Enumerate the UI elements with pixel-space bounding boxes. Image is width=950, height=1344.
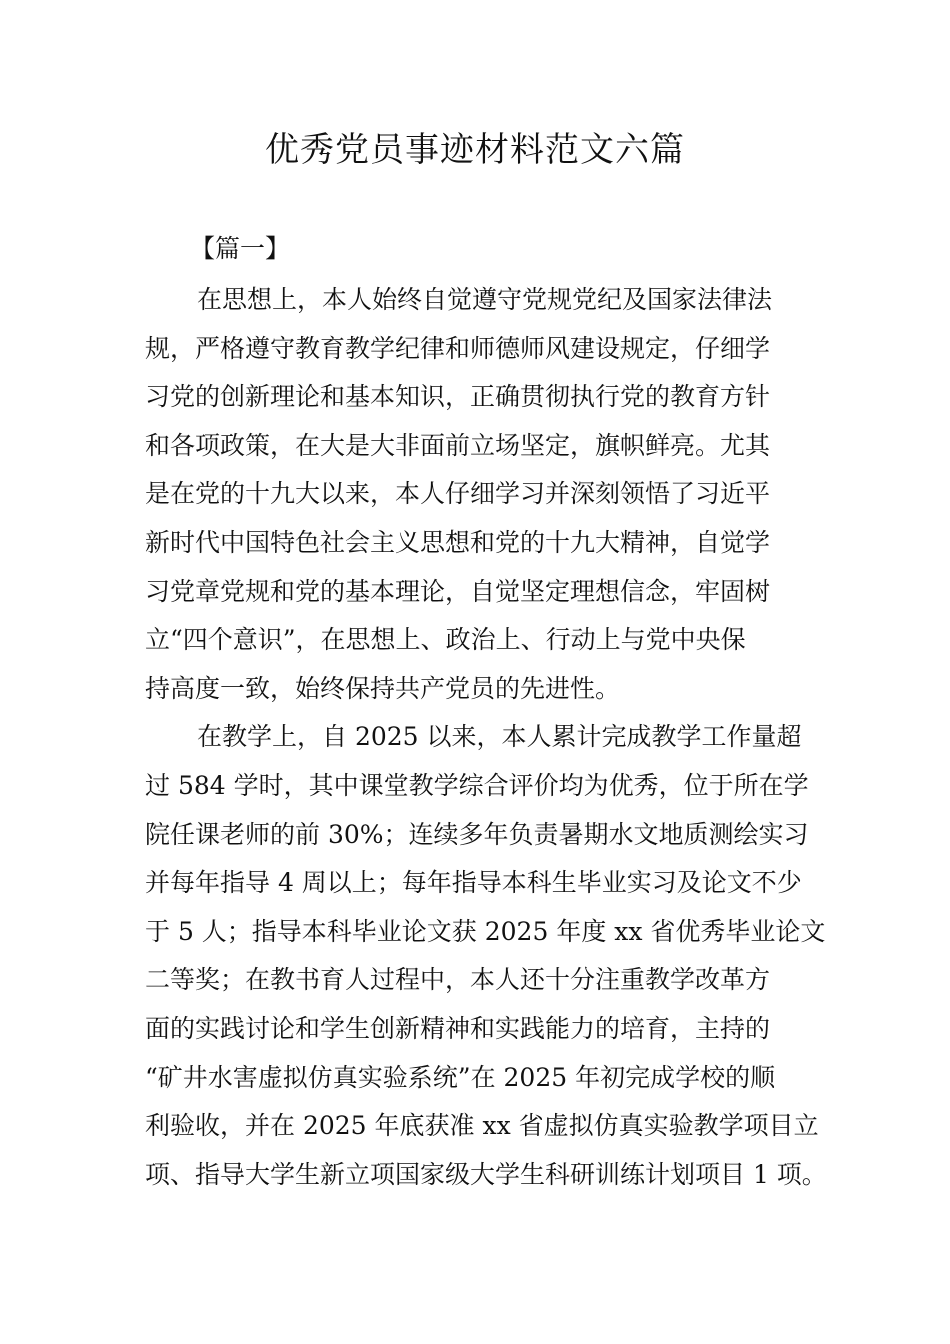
paragraph-1-line-1: 在思想上，本人始终自觉遵守党规党纪及国家法律法 xyxy=(197,285,773,314)
section-label: 【篇一】 xyxy=(190,234,291,263)
paragraph-2-line-8: “矿井水害虚拟仿真实验系统”在 2025 年初完成学校的顺 xyxy=(145,1062,776,1092)
paragraph-1-line-3: 习党的创新理论和基本知识，正确贯彻执行党的教育方针 xyxy=(145,382,771,412)
paragraph-2-line-2: 过 584 学时，其中课堂教学综合评价均为优秀，位于所在学 xyxy=(145,770,809,800)
paragraph-1-line-7: 习党章党规和党的基本理论，自觉坚定理想信念，牢固树 xyxy=(145,576,771,606)
paragraph-2-line-7: 面的实践讨论和学生创新精神和实践能力的培育，主持的 xyxy=(145,1013,771,1043)
paragraph-2-line-1: 在教学上，自 2025 以来，本人累计完成教学工作量超 xyxy=(197,722,802,752)
paragraph-1-line-9: 持高度一致，始终保持共产党员的先进性。 xyxy=(145,673,621,703)
paragraph-2-line-6: 二等奖；在教书育人过程中，本人还十分注重教学改革方 xyxy=(145,965,771,995)
paragraph-1-line-8: 立“四个意识”，在思想上、政治上、行动上与党中央保 xyxy=(145,625,746,655)
paragraph-1-line-4: 和各项政策，在大是大非面前立场坚定，旗帜鲜亮。尤其 xyxy=(145,430,771,460)
paragraph-1-line-6: 新时代中国特色社会主义思想和党的十九大精神，自觉学 xyxy=(145,527,771,557)
document-title: 优秀党员事迹材料范文六篇 xyxy=(265,130,685,170)
paragraph-1-line-5: 是在党的十九大以来，本人仔细学习并深刻领悟了习近平 xyxy=(145,479,771,509)
paragraph-2-line-5: 于 5 人；指导本科毕业论文获 2025 年度 xx 省优秀毕业论文 xyxy=(145,916,826,946)
paragraph-2-line-9: 利验收，并在 2025 年底获准 xx 省虚拟仿真实验教学项目立 xyxy=(145,1111,819,1141)
paragraph-1-line-2: 规，严格遵守教育教学纪律和师德师风建设规定，仔细学 xyxy=(145,333,771,363)
paragraph-2-line-3: 院任课老师的前 30%；连续多年负责暑期水文地质测绘实习 xyxy=(145,819,809,849)
document-body xyxy=(145,276,845,1199)
paragraph-2-line-10: 项、指导大学生新立项国家级大学生科研训练计划项目 1 项。 xyxy=(145,1159,827,1189)
paragraph-2-line-4: 并每年指导 4 周以上；每年指导本科生毕业实习及论文不少 xyxy=(145,868,802,898)
